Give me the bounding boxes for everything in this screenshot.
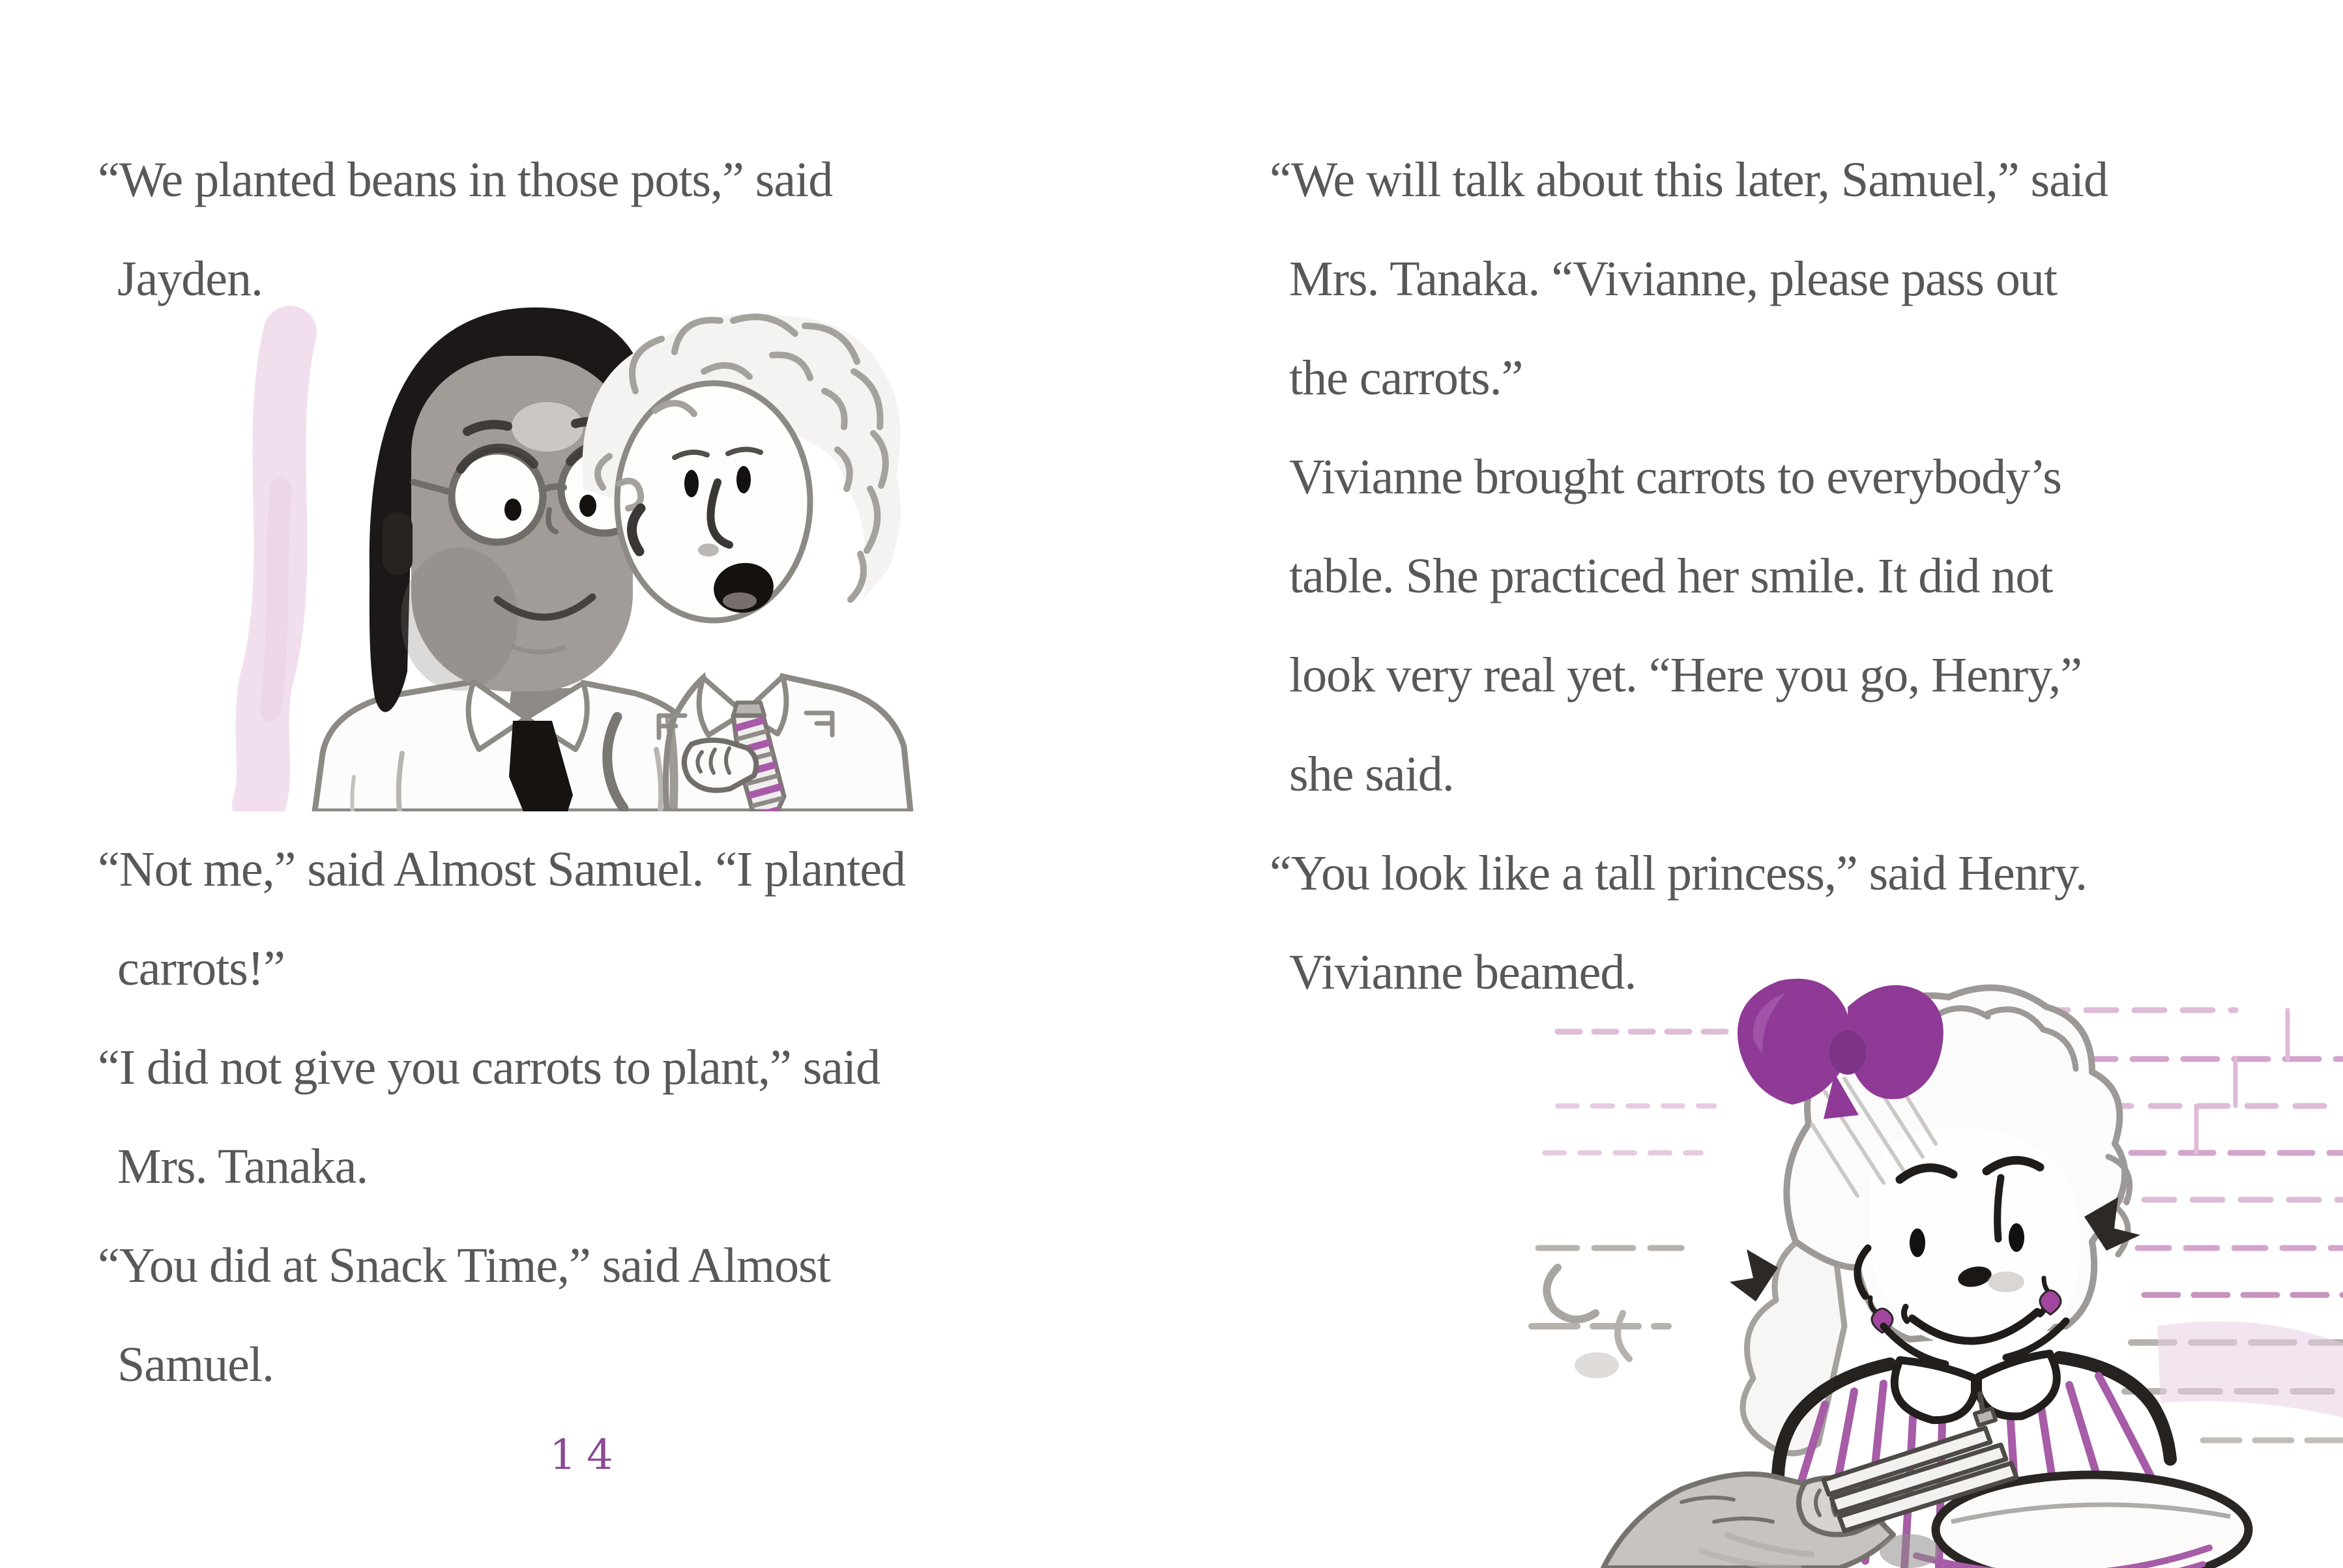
left-page-paragraph-bottom	[98, 820, 906, 1414]
story-line: “Not me,” said Almost Samuel. “I planted	[98, 842, 906, 897]
right-page-paragraph	[1270, 130, 2108, 1022]
illustration-vivianne	[1519, 961, 2343, 1568]
story-line: the carrots.”	[1289, 351, 1523, 405]
story-line: Vivianne brought carrots to everybody’s	[1289, 450, 2061, 504]
collar	[1895, 1360, 1975, 1420]
story-line: “You look like a tall princess,” said Henry.	[1270, 846, 2088, 901]
story-line: “You did at Snack Time,” said Almost	[98, 1238, 830, 1293]
left-page	[0, 0, 1171, 1568]
jayden-ear	[383, 512, 413, 575]
illustration-jayden-and-samuel	[218, 293, 922, 811]
samuel-hand	[684, 740, 756, 791]
pink-shading	[2157, 1321, 2343, 1417]
story-line: “We planted beans in those pots,” said	[98, 152, 833, 207]
page-number: 14	[549, 1431, 624, 1479]
story-line: Jayden.	[117, 252, 263, 306]
story-line: table. She practiced her smile. It did not	[1289, 549, 2053, 603]
story-line: look very real yet. “Here you go, Henry,”	[1289, 648, 2082, 703]
story-line: “I did not give you carrots to plant,” said	[98, 1040, 880, 1095]
story-line: carrots!”	[117, 941, 285, 996]
story-line: Vivianne beamed.	[1289, 945, 1637, 1000]
story-line: “We will talk about this later, Samuel,” said	[1270, 152, 2108, 207]
black-ribbon-left	[1730, 1249, 1778, 1301]
story-line: Mrs. Tanaka. “Vivianne, please pass out	[1289, 252, 2058, 306]
character-vivianne	[1603, 979, 2248, 1568]
story-line: Samuel.	[117, 1337, 274, 1392]
story-line: Mrs. Tanaka.	[117, 1139, 368, 1194]
story-line: she said.	[1289, 747, 1454, 802]
